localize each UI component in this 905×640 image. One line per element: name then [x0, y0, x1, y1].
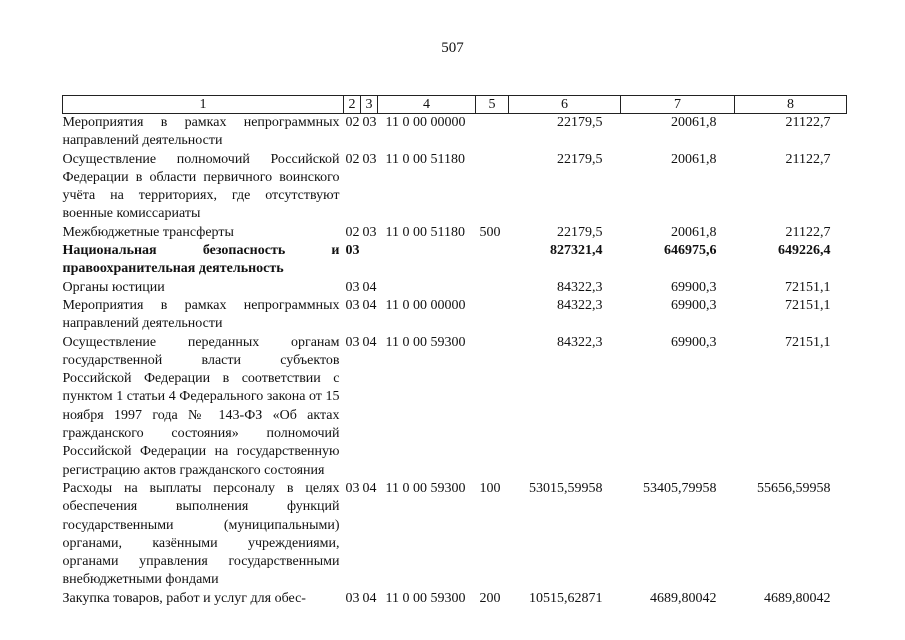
- row-value-8: 55656,59958: [757, 480, 831, 496]
- row-value-8: 72151,1: [785, 334, 831, 350]
- budget-table: [62, 95, 847, 608]
- row-name: Расходы на выплаты персоналу в целях обеспечения выполнения функций государственными (муниципальными) органами, казёнными учреждениями, органами управления государственными внебюджетными фондами: [62, 480, 340, 588]
- row-value-7: 20061,8: [671, 224, 717, 240]
- row-subsection: 04: [362, 480, 377, 496]
- row-value-7: 53405,79958: [643, 480, 717, 496]
- row-subsection: 04: [362, 279, 377, 295]
- header-col-8: 8: [735, 96, 847, 114]
- row-subsection: 03: [362, 224, 377, 240]
- row-section: 02: [345, 151, 360, 167]
- row-name: Органы юстиции: [62, 279, 165, 295]
- row-target-code: 11 0 00 59300: [385, 590, 466, 606]
- row-value-8: 21122,7: [785, 224, 831, 240]
- row-target-code: 11 0 00 51180: [385, 151, 465, 167]
- page-number: 507: [441, 40, 464, 56]
- table-row: [63, 114, 847, 151]
- row-target-code: 11 0 00 00000: [385, 297, 466, 313]
- row-value-6: 53015,59958: [529, 480, 603, 496]
- row-value-7: 69900,3: [671, 279, 717, 295]
- row-target-code: 11 0 00 51180: [385, 224, 465, 240]
- row-value-6: 22179,5: [557, 224, 603, 240]
- row-expense-type: [476, 114, 509, 151]
- row-value-6: 84322,3: [557, 279, 603, 295]
- row-name: Осуществление полномочий Российской Федерации в области первичного воинского учёта на территориях, где отсутствуют военные комиссариаты: [62, 151, 340, 222]
- row-target-code: [378, 279, 476, 297]
- table-row: [63, 590, 847, 608]
- table-row: [63, 279, 847, 297]
- row-value-6: 22179,5: [557, 115, 603, 130]
- row-value-7: 20061,8: [671, 115, 717, 130]
- table-row: [63, 224, 847, 242]
- row-name: Мероприятия в рамках непрограммных направлений деятельности: [62, 115, 340, 149]
- header-col-1: 1: [63, 96, 344, 114]
- header-col-6: 6: [509, 96, 621, 114]
- row-expense-type: [476, 279, 509, 297]
- row-target-code: 11 0 00 59300: [385, 334, 466, 350]
- row-value-6: 22179,5: [557, 151, 603, 167]
- row-value-8: 72151,1: [785, 297, 831, 313]
- header-row: [63, 96, 847, 114]
- row-name: Закупка товаров, работ и услуг для обес-: [62, 590, 306, 606]
- row-target-code: 11 0 00 00000: [385, 115, 466, 130]
- row-value-7: 20061,8: [671, 151, 717, 167]
- table-body: [63, 114, 847, 609]
- row-expense-type: 100: [479, 480, 501, 496]
- row-subsection: 03: [362, 115, 377, 130]
- row-value-6: 827321,4: [550, 243, 603, 259]
- row-value-7: 69900,3: [671, 334, 717, 350]
- row-expense-type: [476, 297, 509, 334]
- row-section: 03: [345, 243, 360, 259]
- row-value-6: 10515,62871: [529, 590, 603, 606]
- row-section: 02: [345, 224, 360, 240]
- table-row: [63, 334, 847, 480]
- row-name: Национальная безопасность и правоохранительная деятельность: [62, 243, 340, 277]
- header-col-3: 3: [361, 96, 378, 114]
- row-section: 03: [345, 334, 360, 350]
- header-col-2: 2: [344, 96, 361, 114]
- row-subsection: [361, 242, 378, 279]
- row-expense-type: 500: [479, 224, 501, 240]
- row-value-8: 72151,1: [785, 279, 831, 295]
- row-value-8: 4689,80042: [764, 590, 831, 606]
- row-section: 03: [345, 279, 360, 295]
- table-row: [63, 151, 847, 224]
- row-value-6: 84322,3: [557, 297, 603, 313]
- header-col-4: 4: [378, 96, 476, 114]
- row-subsection: 04: [362, 297, 377, 313]
- row-name: Межбюджетные трансферты: [62, 224, 234, 240]
- row-value-7: 646975,6: [664, 243, 717, 259]
- row-subsection: 04: [362, 590, 377, 606]
- row-expense-type: [476, 242, 509, 279]
- row-target-code: 11 0 00 59300: [385, 480, 466, 496]
- row-target-code: [378, 242, 476, 279]
- row-value-8: 21122,7: [785, 151, 831, 167]
- row-subsection: 04: [362, 334, 377, 350]
- row-section: 03: [345, 297, 360, 313]
- row-subsection: 03: [362, 151, 377, 167]
- header-col-7: 7: [621, 96, 735, 114]
- row-value-7: 4689,80042: [650, 590, 717, 606]
- row-expense-type: [476, 334, 509, 480]
- row-expense-type: 200: [479, 590, 501, 606]
- row-value-7: 69900,3: [671, 297, 717, 313]
- row-section: 03: [345, 590, 360, 606]
- table-row: [63, 242, 847, 279]
- header-col-5: 5: [476, 96, 509, 114]
- row-value-6: 84322,3: [557, 334, 603, 350]
- row-value-8: 21122,7: [785, 115, 831, 130]
- row-expense-type: [476, 151, 509, 224]
- table-row: [63, 297, 847, 334]
- row-section: 03: [345, 480, 360, 496]
- table-row: [63, 480, 847, 590]
- row-name: Осуществление переданных органам государственной власти субъектов Российской Федерации в соответствии с пунктом 1 статьи 4 Федерального закона от 15 ноября 1997 года № 143-ФЗ «Об актах гражданского состояния» полномочий Российской Федерации на государственную регистрацию актов гражданского состояния: [62, 334, 340, 478]
- row-section: 02: [345, 115, 360, 130]
- row-name: Мероприятия в рамках непрограммных направлений деятельности: [62, 297, 340, 332]
- row-value-8: 649226,4: [778, 243, 831, 259]
